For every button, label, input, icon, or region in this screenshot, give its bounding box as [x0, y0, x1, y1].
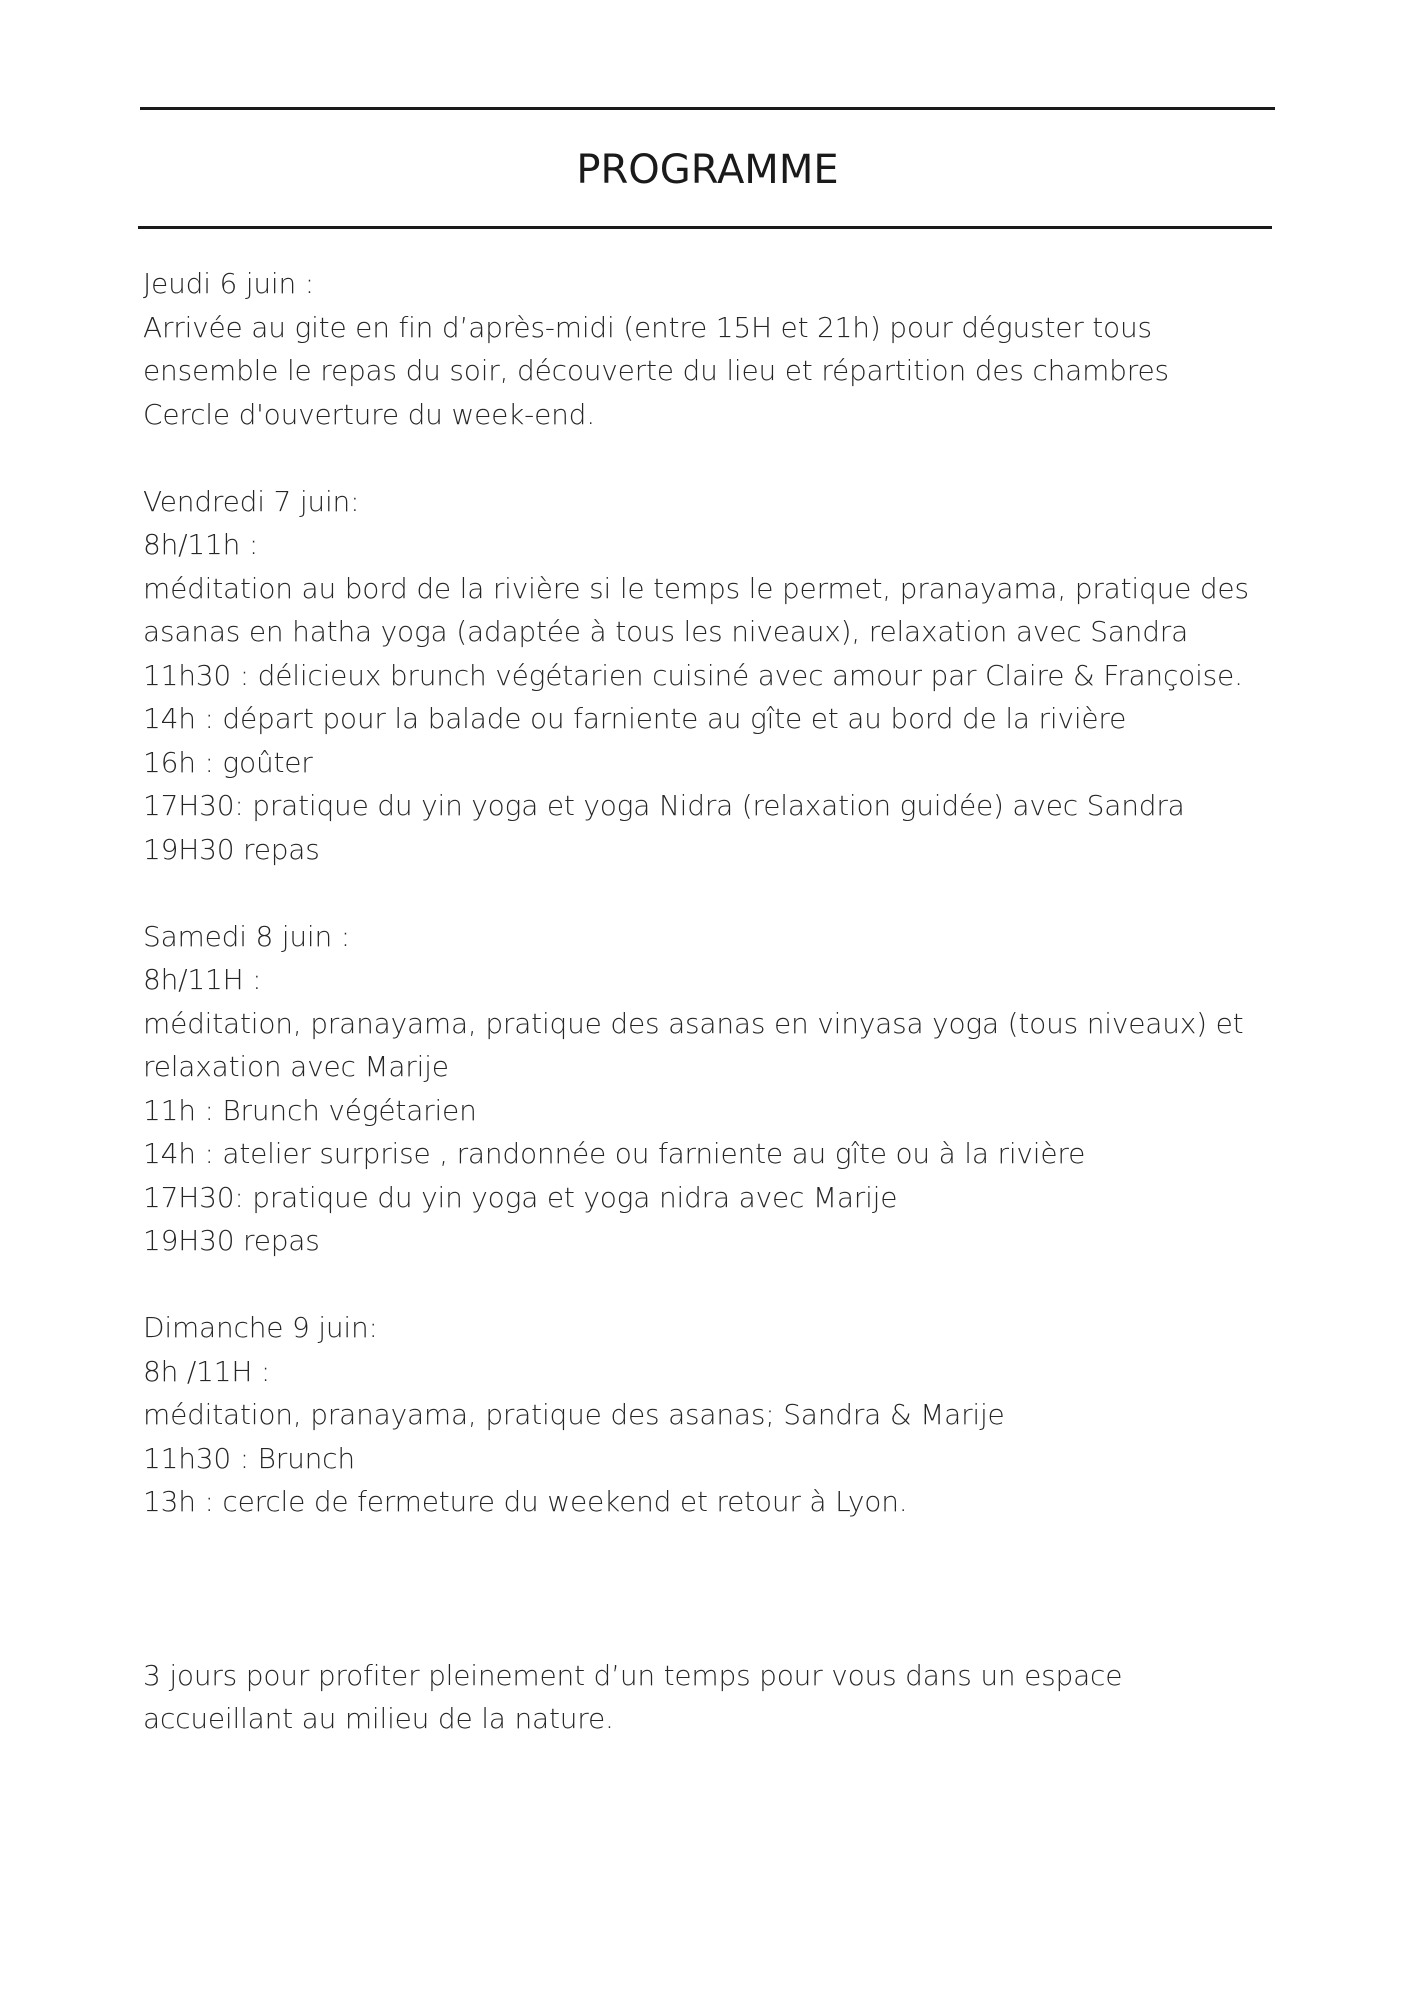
closing-line: 3 jours pour profiter pleinement d’un temps pour vous dans un espace — [143, 1658, 1123, 1692]
schedule-line: 17H30: pratique du yin yoga et yoga Nidra (relaxation guidée) avec Sandra — [143, 789, 1185, 822]
day-section-sunday — [143, 1306, 1283, 1524]
day-heading: Dimanche 9 juin: — [143, 1311, 378, 1344]
schedule-line: 13h : cercle de fermeture du weekend et retour à Lyon. — [143, 1485, 908, 1518]
day-heading: Vendredi 7 juin: — [143, 484, 360, 518]
schedule-line: Cercle d'ouverture du week-end. — [143, 397, 595, 431]
schedule-line: 14h : atelier surprise , randonnée ou farniente au gîte ou à la rivière — [143, 1137, 1086, 1170]
closing-line: accueillant au milieu de la nature. — [143, 1702, 614, 1735]
schedule-line: méditation, pranayama, pratique des asanas en vinyasa yoga (tous niveaux) et — [143, 1006, 1244, 1040]
schedule-line: 14h : départ pour la balade ou farniente au gîte et au bord de la rivière — [143, 702, 1127, 735]
day-section-saturday — [143, 915, 1283, 1263]
closing-paragraph — [143, 1654, 1283, 1741]
programme-content — [143, 262, 1283, 1741]
top-divider — [140, 107, 1275, 110]
spacer — [143, 1524, 1283, 1654]
schedule-line: 11h30 : délicieux brunch végétarien cuisiné avec amour par Claire & Françoise. — [143, 658, 1243, 692]
page-title: PROGRAMME — [576, 147, 839, 193]
day-section-thursday — [143, 262, 1283, 436]
schedule-line: 16h : goûter — [143, 745, 313, 779]
schedule-line: 19H30 repas — [143, 1224, 320, 1257]
day-section-friday — [143, 480, 1283, 872]
schedule-line: relaxation avec Marije — [143, 1050, 449, 1083]
schedule-line: 17H30: pratique du yin yoga et yoga nidra avec Marije — [143, 1180, 898, 1214]
spacer — [143, 1263, 1283, 1307]
schedule-line: 8h/11H : — [143, 963, 262, 996]
schedule-line: asanas en hatha yoga (adaptée à tous les niveaux), relaxation avec Sandra — [143, 615, 1189, 648]
schedule-line: 11h30 : Brunch — [143, 1441, 355, 1475]
day-heading: Jeudi 6 juin : — [143, 267, 314, 300]
schedule-line: méditation au bord de la rivière si le temps le permet, pranayama, pratique des — [143, 571, 1249, 605]
day-heading: Samedi 8 juin : — [143, 919, 350, 953]
schedule-line: Arrivée au gite en fin d’après-midi (entre 15H et 21h) pour déguster tous — [143, 310, 1152, 344]
schedule-line: ensemble le repas du soir, découverte du lieu et répartition des chambres — [143, 354, 1169, 387]
schedule-line: 11h : Brunch végétarien — [143, 1093, 477, 1127]
spacer — [143, 436, 1283, 480]
schedule-line: méditation, pranayama, pratique des asanas; Sandra & Marije — [143, 1398, 1005, 1431]
spacer — [143, 871, 1283, 915]
schedule-line: 8h /11H : — [143, 1354, 271, 1388]
schedule-line: 19H30 repas — [143, 832, 320, 866]
bottom-divider — [138, 226, 1272, 229]
schedule-line: 8h/11h : — [143, 528, 259, 561]
